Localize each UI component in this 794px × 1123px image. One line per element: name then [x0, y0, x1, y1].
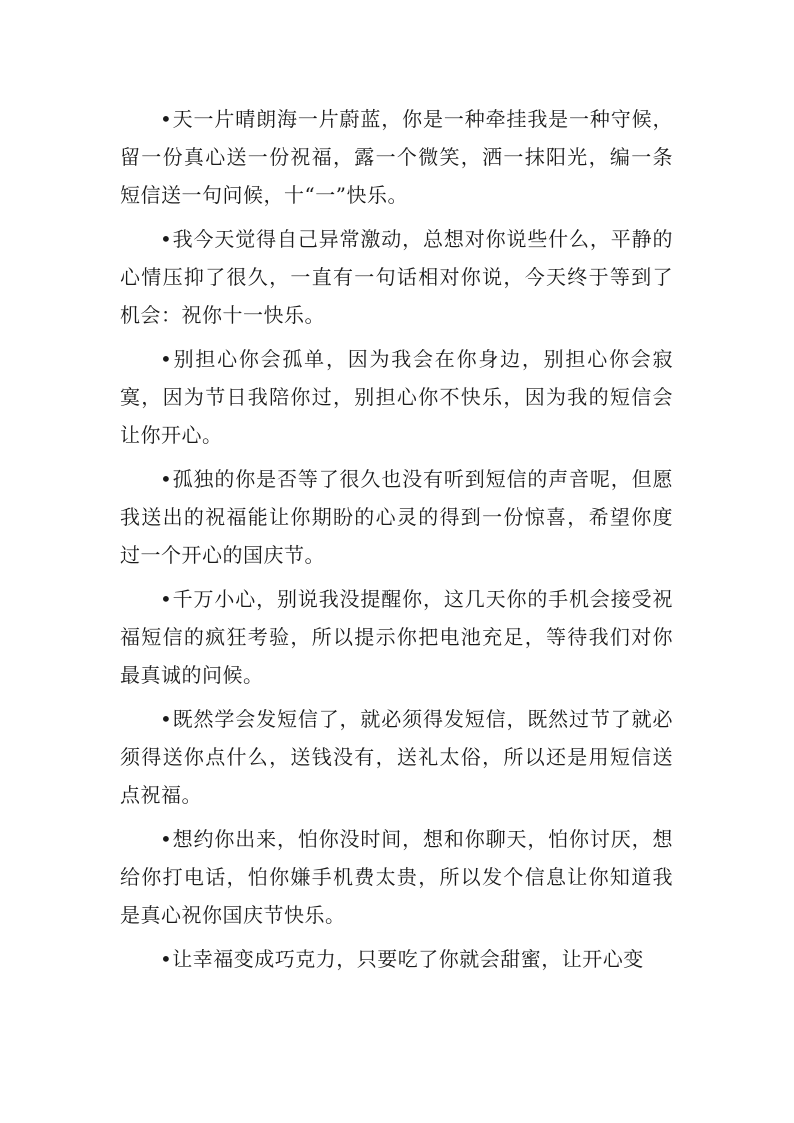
document-body [120, 100, 673, 978]
greeting-paragraph-4: •孤独的你是否等了很久也没有听到短信的声音呢，但愿我送出的祝福能让你期盼的心灵的得到一份惊喜，希望你度过一个开心的国庆节。 [120, 467, 673, 567]
greeting-paragraph-5: •千万小心，别说我没提醒你，这几天你的手机会接受祝福短信的疯狂考验，所以提示你把电池充足，等待我们对你最真诚的问候。 [120, 587, 673, 687]
greeting-paragraph-7: •想约你出来，怕你没时间，想和你聊天，怕你讨厌，想给你打电话，怕你嫌手机费太贵，所以发个信息让你知道我是真心祝你国庆节快乐。 [120, 827, 673, 927]
greeting-paragraph-1: •天一片晴朗海一片蔚蓝，你是一种牵挂我是一种守候，留一份真心送一份祝福，露一个微笑，洒一抹阳光，编一条短信送一句问候，十“一”快乐。 [120, 107, 673, 207]
greeting-paragraph-6: •既然学会发短信了，就必须得发短信，既然过节了就必须得送你点什么，送钱没有，送礼太俗，所以还是用短信送点祝福。 [120, 707, 673, 807]
greeting-paragraph-8: •让幸福变成巧克力，只要吃了你就会甜蜜，让开心变 [160, 947, 644, 971]
greeting-paragraph-3: •别担心你会孤单，因为我会在你身边，别担心你会寂寞，因为节日我陪你过，别担心你不快乐，因为我的短信会让你开心。 [120, 347, 673, 447]
greeting-paragraph-2: •我今天觉得自己异常激动，总想对你说些什么，平静的心情压抑了很久，一直有一句话相对你说，今天终于等到了机会：祝你十一快乐。 [120, 227, 673, 327]
